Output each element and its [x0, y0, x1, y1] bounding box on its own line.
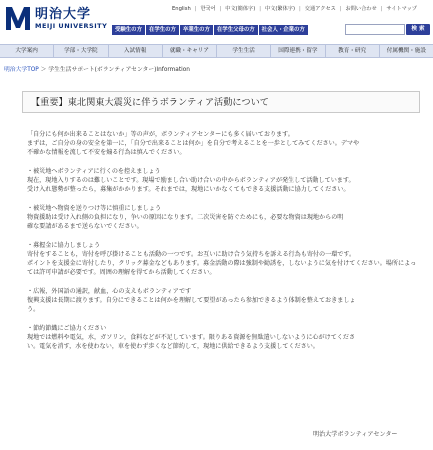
paragraph-line: う。 [27, 306, 40, 313]
audience-tab-parents[interactable]: 在学生父母の方 [214, 25, 258, 35]
logo-emblem-icon [4, 3, 32, 33]
audience-tab-alumni[interactable]: 卒業生の方 [180, 25, 213, 35]
article-body [27, 130, 419, 361]
paragraph-line: 物資援助は受け入れ側の負担になり，争いの原因になります。二次災害を防ぐためにも，必要な物資は現地からの明 [27, 214, 344, 221]
util-link-sitemap[interactable]: サイトマップ [386, 6, 417, 12]
breadcrumb-home-link[interactable]: 明治大学TOP [4, 67, 39, 73]
article-paragraph [27, 324, 419, 351]
nav-career[interactable]: 就職・キャリア [163, 45, 217, 57]
article-paragraph [27, 204, 419, 231]
site-header [0, 0, 433, 44]
util-link-korean[interactable]: 한국어 [200, 6, 216, 12]
util-link-contact[interactable]: お問い合わせ [345, 6, 377, 12]
article-paragraph [27, 287, 419, 314]
paragraph-line: 現地では燃料や電気，水，ガソリン，食料などが不足しています。限りある資源を無駄遣いしないように心がけてくださ [27, 334, 356, 341]
paragraph-line: まずは，ご自分の身の安全を第一に，「自分で出来ることは何か」を自分で考えることを一歩としてみてください。デマや [27, 140, 360, 147]
util-link-access[interactable]: 交通アクセス [304, 6, 336, 12]
page-title: 【重要】東北関東大震災に伴うボランティア活動について [31, 97, 269, 108]
logo-japanese-text: 明治大学 [35, 6, 92, 22]
utility-links: English | 한국어 | 中文(簡体字) | 中文(繁体字) | 交通アクセス | お問い合わせ | サイトマップ [172, 6, 417, 12]
paragraph-heading: ・被災地へ物資を送りつけ等に慎重にしましょう [27, 205, 162, 212]
nav-faculties[interactable]: 学部・大学院 [54, 45, 108, 57]
paragraph-line: 寄付をすることも，寄付を呼び掛けることも活動の一つです。お互いに助け合う気持ちを訴える行為も寄付の一環です。 [27, 251, 356, 258]
paragraph-line: 不確かな情報を流して不安を煽る行為は慎んでください。 [27, 149, 186, 156]
paragraph-line: 現在，現地入りするのは難しいことです。現場で励まし合い助け合いの中からボランティアが発生して活動しています。 [27, 177, 355, 184]
article-paragraph [27, 130, 419, 157]
paragraph-line: い。電気を消す，水を使わない，車を使わず歩くなど節約して，現地に供給できるよう支援してください。 [27, 343, 319, 350]
paragraph-heading: ・節約節織にご協力ください [27, 325, 107, 332]
audience-tab-business[interactable]: 社会人・企業の方 [259, 25, 308, 35]
article-paragraph [27, 167, 419, 194]
university-logo[interactable] [4, 3, 107, 33]
util-link-chinese-traditional[interactable]: 中文(繁体字) [265, 6, 296, 12]
logo-english-text: MEIJI UNIVERSITY [35, 21, 108, 30]
paragraph-line: 受け入れ態勢が整ったら，募集がかかります。それまでは，現地にいかなくてもできる支援活動に協力してください。 [27, 186, 350, 193]
breadcrumb-current: 学生生活サポート(ボランティアセンター)Information [48, 67, 190, 73]
article-signature: 明治大学ボランティアセンター [313, 431, 398, 438]
paragraph-line: 「自分にも何か出来ることはないか」等の声が，ボランティアセンターにも多く届いております。 [27, 131, 294, 138]
audience-tab-students[interactable]: 在学生の方 [146, 25, 179, 35]
article-paragraph [27, 241, 419, 277]
main-navigation [0, 44, 433, 58]
breadcrumb-separator: ＞ [38, 67, 49, 73]
paragraph-heading: ・広報，外国語の通訳，献血，心の支えもボランティアです [27, 288, 192, 295]
paragraph-line: ポイントを支援金に寄付したり，クリック募金などもあります。募金活動の際は強制や勧誘を，しないように気を付けてください。場所によっては許可申請が必要です。周囲の理解を得てから活動してください。 [27, 260, 417, 276]
paragraph-heading: ・募握金に協力しましょう [27, 242, 101, 249]
article-title-box [22, 91, 420, 113]
nav-student-life[interactable]: 学生生活 [217, 45, 271, 57]
search-input[interactable] [345, 24, 405, 35]
nav-international[interactable]: 国際連携・留学 [271, 45, 325, 57]
util-link-english[interactable]: English [172, 6, 191, 12]
nav-research[interactable]: 教育・研究 [326, 45, 380, 57]
breadcrumb [4, 67, 190, 75]
nav-facilities[interactable]: 付属機関・施設 [386, 48, 426, 54]
paragraph-line: 復興支援は長期に渡ります。自分にできることは何かを理解して要望があったら参加できるよう体制を整えておきましょ [27, 297, 356, 304]
audience-tabs [112, 25, 308, 35]
nav-about[interactable]: 大学案内 [0, 45, 54, 57]
nav-admissions[interactable]: 入試情報 [109, 45, 163, 57]
search-button[interactable]: 検 索 [406, 24, 430, 35]
util-link-chinese-simplified[interactable]: 中文(簡体字) [225, 6, 256, 12]
paragraph-line: 確な要請があるまで送らないでください。 [27, 223, 143, 230]
audience-tab-applicants[interactable]: 受験生の方 [112, 25, 145, 35]
paragraph-heading: ・被災地へボランティアに行くのを控えましょう [27, 168, 161, 175]
